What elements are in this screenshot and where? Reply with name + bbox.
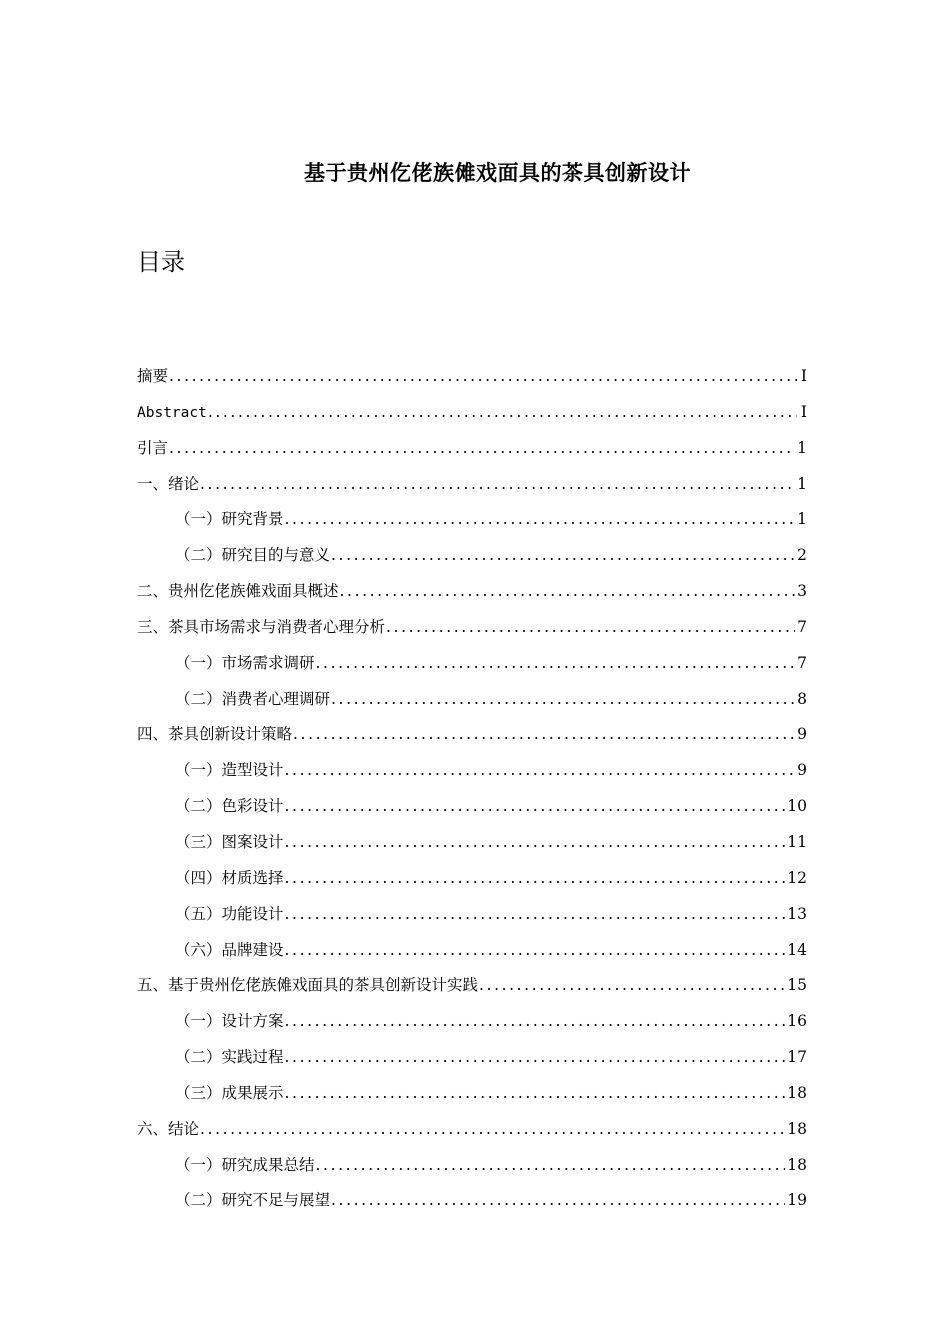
toc-page-number: 16 <box>787 1012 807 1031</box>
toc-dot-leader <box>285 507 796 531</box>
toc-page-number: 7 <box>797 617 807 636</box>
toc-heading: 目录 <box>137 247 185 276</box>
toc-dot-leader <box>316 651 796 675</box>
toc-entry-label: （二）色彩设计 <box>175 797 284 816</box>
toc-entry[interactable] <box>137 1009 807 1045</box>
toc-page-number: 14 <box>787 940 807 959</box>
toc-entry-label: 六、结论 <box>137 1119 200 1138</box>
toc-dot-leader <box>285 830 786 854</box>
toc-page-number: 9 <box>797 725 807 744</box>
toc-dot-leader <box>293 722 795 746</box>
toc-page-number: 18 <box>787 1119 807 1138</box>
toc-page-number: 12 <box>787 868 807 887</box>
toc-dot-leader <box>285 1009 786 1033</box>
toc-entry-label: （一）造型设计 <box>175 761 284 780</box>
toc-dot-leader <box>340 579 796 603</box>
toc-entry-label: （二）消费者心理调研 <box>175 689 331 708</box>
toc-entry[interactable] <box>137 615 807 651</box>
toc-page-number: 18 <box>787 1155 807 1174</box>
toc-page-number: 7 <box>797 653 807 672</box>
toc-entry-label: （一）研究成果总结 <box>175 1155 315 1174</box>
toc-page-number: 13 <box>787 904 807 923</box>
toc-entry-label: （一）研究背景 <box>175 510 284 529</box>
toc-entry[interactable] <box>137 973 807 1009</box>
toc-entry[interactable] <box>137 1045 807 1081</box>
toc-entry-label: 四、茶具创新设计策略 <box>137 725 293 744</box>
toc-dot-leader <box>200 472 795 496</box>
toc-entry-label: （六）品牌建设 <box>175 940 284 959</box>
toc-entry-label: （四）材质选择 <box>175 868 284 887</box>
table-of-contents <box>137 364 807 1224</box>
toc-entry[interactable] <box>137 472 807 508</box>
toc-entry[interactable] <box>137 830 807 866</box>
toc-dot-leader <box>169 364 797 388</box>
toc-entry[interactable] <box>137 938 807 974</box>
toc-dot-leader <box>200 1117 785 1141</box>
toc-page-number: 1 <box>797 474 807 493</box>
toc-entry[interactable] <box>137 794 807 830</box>
toc-dot-leader <box>479 973 785 997</box>
toc-dot-leader <box>285 1081 786 1105</box>
toc-dot-leader <box>316 1153 786 1177</box>
toc-entry[interactable] <box>137 1081 807 1117</box>
toc-page-number: 15 <box>787 976 807 995</box>
toc-entry[interactable] <box>137 902 807 938</box>
toc-page-number: 3 <box>797 582 807 601</box>
toc-entry-label: Abstract <box>137 404 207 421</box>
toc-entry-label: 引言 <box>137 438 169 457</box>
toc-entry[interactable] <box>137 866 807 902</box>
toc-entry-label: （三）图案设计 <box>175 832 284 851</box>
toc-entry[interactable] <box>137 722 807 758</box>
toc-entry[interactable] <box>137 651 807 687</box>
toc-entry[interactable] <box>137 579 807 615</box>
toc-page-number: 18 <box>787 1083 807 1102</box>
toc-dot-leader <box>331 687 795 711</box>
toc-dot-leader <box>285 758 796 782</box>
toc-entry[interactable] <box>137 1188 807 1224</box>
toc-dot-leader <box>208 400 797 424</box>
toc-entry-label: （二）研究不足与展望 <box>175 1191 331 1210</box>
toc-page-number: 9 <box>797 761 807 780</box>
toc-dot-leader <box>285 866 786 890</box>
toc-entry-label: （三）成果展示 <box>175 1083 284 1102</box>
toc-entry-label: （一）设计方案 <box>175 1012 284 1031</box>
toc-entry[interactable] <box>137 543 807 579</box>
toc-dot-leader <box>169 436 795 460</box>
toc-dot-leader <box>386 615 795 639</box>
toc-dot-leader <box>285 794 786 818</box>
toc-entry-label: 五、基于贵州仡佬族傩戏面具的茶具创新设计实践 <box>137 976 479 995</box>
toc-page-number: 10 <box>787 797 807 816</box>
toc-page-number: 1 <box>797 438 807 457</box>
toc-dot-leader <box>285 902 786 926</box>
toc-entry-label: （二）实践过程 <box>175 1048 284 1067</box>
toc-page-number: I <box>800 402 807 421</box>
toc-entry[interactable] <box>137 758 807 794</box>
toc-page-number: 17 <box>787 1048 807 1067</box>
toc-entry-label: （五）功能设计 <box>175 904 284 923</box>
toc-dot-leader <box>331 1188 785 1212</box>
toc-dot-leader <box>331 543 795 567</box>
toc-page-number: 19 <box>787 1191 807 1210</box>
toc-page-number: 8 <box>797 689 807 708</box>
toc-entry-label: 三、茶具市场需求与消费者心理分析 <box>137 617 386 636</box>
toc-entry-label: （一）市场需求调研 <box>175 653 315 672</box>
toc-entry-label: 一、绪论 <box>137 474 200 493</box>
toc-dot-leader <box>285 1045 786 1069</box>
toc-page-number: 1 <box>797 510 807 529</box>
toc-entry[interactable] <box>137 1153 807 1189</box>
toc-entry[interactable] <box>137 507 807 543</box>
toc-entry-label: 二、贵州仡佬族傩戏面具概述 <box>137 582 339 601</box>
toc-entry[interactable] <box>137 1117 807 1153</box>
toc-entry[interactable] <box>137 687 807 723</box>
toc-entry[interactable] <box>137 436 807 472</box>
toc-page-number: 11 <box>787 832 807 851</box>
toc-entry[interactable] <box>137 364 807 400</box>
toc-entry-label: （二）研究目的与意义 <box>175 546 331 565</box>
toc-page-number: I <box>800 367 807 385</box>
toc-dot-leader <box>285 938 786 962</box>
toc-page-number: 2 <box>797 546 807 565</box>
toc-entry-label: 摘要 <box>137 367 169 385</box>
document-title: 基于贵州仡佬族傩戏面具的茶具创新设计 <box>304 160 691 186</box>
toc-entry[interactable] <box>137 400 807 436</box>
